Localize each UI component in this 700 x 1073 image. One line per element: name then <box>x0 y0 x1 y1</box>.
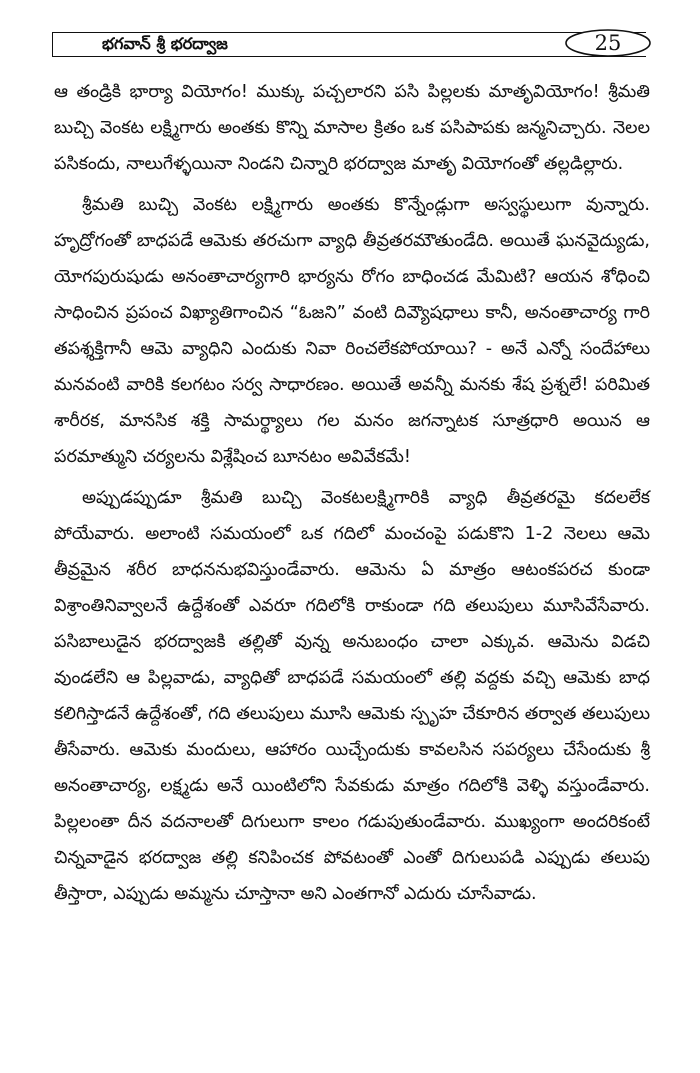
page-header <box>52 32 646 56</box>
paragraph-1: ఆ తండ్రికి భార్యా వియోగం! ముక్కు పచ్చలారని పసి పిల్లలకు మాతృవియోగం! శ్రీమతి బుచ్చి వెంకట లక్ష్మిగారు అంతకు కొన్ని మాసాల క్రితం ఒక పసిపాపకు జన్మనిచ్చారు. నెలల పసికందు, నాలుగేళ్ళయినా నిండని చిన్నారి భరద్వాజ మాతృ వియోగంతో తల్లడిల్లారు. <box>54 82 650 174</box>
running-title: భగవాన్ శ్రీ భరద్వాజ <box>102 34 228 53</box>
body-text <box>54 74 650 917</box>
paragraph-3: అప్పుడప్పుడూ శ్రీమతి బుచ్చి వెంకటలక్ష్మిగారికి వ్యాధి తీవ్రతరమై కదలలేక పోయేవారు. అలాంటి సమయంలో ఒక గదిలో మంచంపై పడుకొని 1-2 నెలలు ఆమె తీవ్రమైన శరీర బాధననుభవిస్తుండేవారు. ఆమెను ఏ మాత్రం ఆటంకపరచ కుండా విశ్రాంతినివ్వాలనే ఉద్దేశంతో ఎవరూ గదిలోకి రాకుండా గది తలుపులు మూసివేసేవారు. పసిబాలుడైన భరద్వాజకి తల్లితో వున్న అనుబంధం చాలా ఎక్కువ. ఆమెను విడచి వుండలేని ఆ పిల్లవాడు, వ్యాధితో బాధపడే సమయంలో తల్లి వద్దకు వచ్చి ఆమెకు బాధ కలిగిస్తాడనే ఉద్దేశంతో, గది తలుపులు మూసి ఆమెకు స్పృహ చేకూరిన తర్వాత తలుపులు తీసేవారు. ఆమెకు మందులు, ఆహారం యిచ్చేందుకు కావలసిన సపర్యలు చేసేందుకు శ్రీ అనంతాచార్య, లక్ష్మడు అనే యింటిలోని సేవకుడు మాత్రం గదిలోకి వెళ్ళి వస్తుండేవారు. పిల్లలంతా దీన వదనాలతో దిగులుగా కాలం గడుపుతుండేవారు. ముఖ్యంగా అందరికంటే చిన్నవాడైన భరద్వాజ తల్లి కనిపించక పోవటంతో ఎంతో దిగులుపడి ఎప్పుడు తలుపు తీస్తారా, ఎప్పుడు అమ్మను చూస్తానా అని ఎంతగానో ఎదురు చూసేవాడు. <box>54 488 650 904</box>
header-bottom-rule <box>52 56 646 57</box>
paragraph-2: శ్రీమతి బుచ్చి వెంకట లక్ష్మిగారు అంతకు కొన్నేండ్లుగా అస్వస్థులుగా వున్నారు. హృద్రోగంతో బాధపడే ఆమెకు తరచుగా వ్యాధి తీవ్రతరమౌతుండేది. అయితే ఘనవైద్యుడు, యోగపురుషుడు అనంతాచార్యగారి భార్యను రోగం బాధించడ మేమిటి? ఆయన శోధించి సాధించిన ప్రపంచ విఖ్యాతిగాంచిన “ఓజని” వంటి దివ్యౌషధాలు కానీ, అనంతాచార్య గారి తపశ్శక్తిగానీ ఆమె వ్యాధిని ఎందుకు నివా రించలేకపోయాయి? - అనే ఎన్నో సందేహాలు మనవంటి వారికి కలగటం సర్వ సాధారణం. అయితే అవన్నీ మనకు శేష ప్రశ్నలే! పరిమిత శారీరక, మానసిక శక్తి సామర్థ్యాలు గల మనం జగన్నాటక సూత్రధారి అయిన ఆ పరమాత్ముని చర్యలను విశ్లేషించ బూనటం అవివేకమే! <box>54 195 650 467</box>
header-left-rule <box>52 32 53 56</box>
page-number-badge <box>564 28 652 58</box>
header-top-rule <box>52 32 646 33</box>
page-number: 25 <box>594 31 622 55</box>
